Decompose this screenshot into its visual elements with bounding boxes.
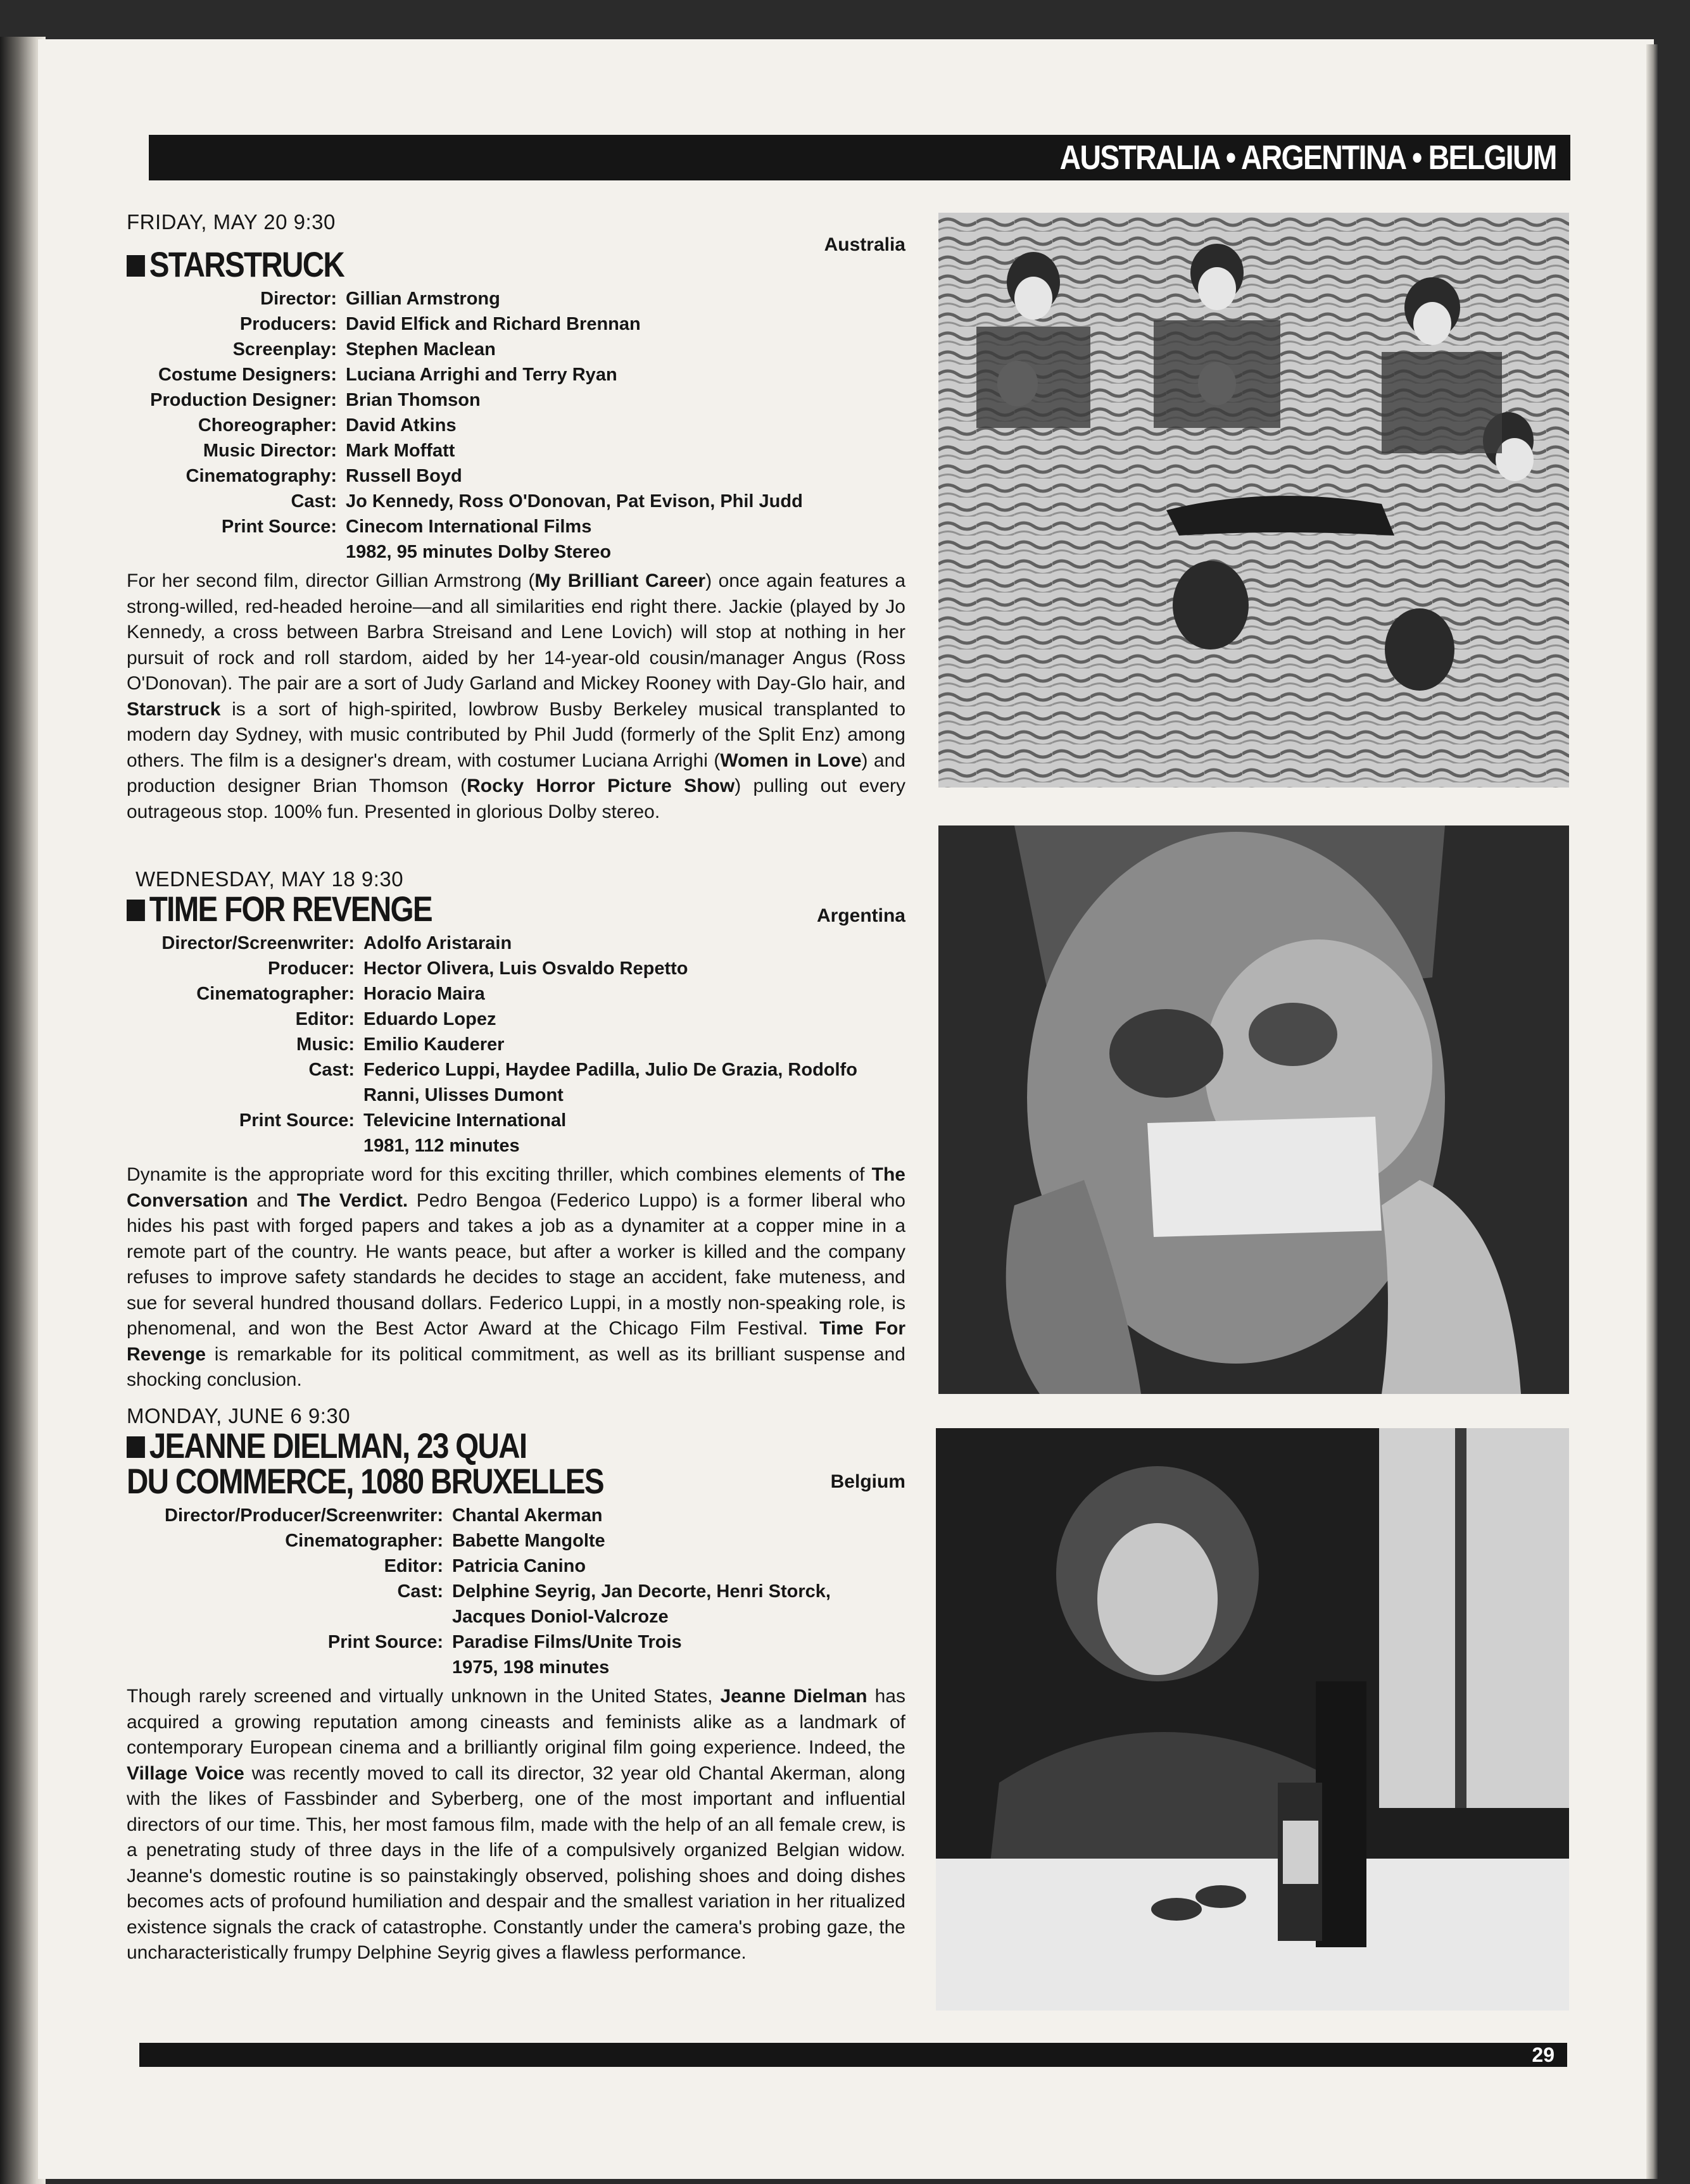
- credit-value: Babette Mangolte: [452, 1531, 605, 1551]
- credits-list: [127, 1503, 905, 1680]
- credit-value: 1981, 112 minutes: [363, 1136, 520, 1156]
- credit-row: [127, 1057, 905, 1108]
- description-text: is remarkable for its political commitment, as well as its brilliant suspense and shocking conclusion.: [127, 1343, 905, 1390]
- credit-row: [127, 337, 905, 362]
- credit-row: [127, 1133, 905, 1158]
- credits-list: [127, 286, 905, 565]
- credit-role: Print Source:: [327, 1632, 443, 1652]
- credit-role: Print Source:: [221, 517, 337, 537]
- country-label: Argentina: [816, 905, 905, 926]
- credit-role: [127, 1655, 452, 1680]
- description-text: ) and production designer Brian Thomson (: [127, 750, 905, 796]
- credit-value: Brian Thomson: [346, 390, 481, 410]
- credit-row: [127, 514, 905, 539]
- credit-row: [127, 1579, 905, 1629]
- bold-title-ref: Starstruck: [127, 698, 221, 720]
- credit-row: [127, 489, 905, 514]
- credit-row: [127, 1007, 905, 1032]
- bold-title-ref: The Verdict.: [296, 1189, 408, 1211]
- credit-row: [127, 362, 905, 387]
- credit-role: Screenplay:: [232, 339, 337, 360]
- credit-value: Mark Moffatt: [346, 441, 455, 461]
- credit-value: 1975, 198 minutes: [452, 1657, 610, 1678]
- credit-row: [127, 1655, 905, 1680]
- screening-date: MONDAY, JUNE 6 9:30: [127, 1404, 351, 1428]
- description-text: was recently moved to call its director, 32 year old Chantal Akerman, along with the likes of Fassbinder and Syberberg, one of the most important and influential directors of our time. This, her most famous film, made with the help of an all female crew, is a penetrating study of three days in the life of a compulsively organized Belgian widow. Jeanne's domestic routine is so painstakingly observed, polishing shoes and doing dishes becomes acts of profound humiliation and despair and the smallest variation in her ritualized existence signals the crack of catastrophe. Constantly under the camera's probing gaze, the uncharacteristically frumpy Delphine Seyrig gives a flawless performance.: [127, 1762, 905, 1963]
- credit-value: Federico Luppi, Haydee Padilla, Julio De Grazia, Rodolfo Ranni, Ulisses Dumont: [363, 1060, 857, 1105]
- credit-value: David Elfick and Richard Brennan: [346, 314, 641, 334]
- credit-row: [127, 438, 905, 463]
- credit-row: [127, 413, 905, 438]
- credit-value: Patricia Canino: [452, 1556, 586, 1576]
- credit-value: 1982, 95 minutes Dolby Stereo: [346, 542, 612, 562]
- footer-banner: [139, 2043, 1567, 2067]
- bold-title-ref: Jeanne Dielman: [720, 1686, 867, 1707]
- film-description: [127, 568, 905, 825]
- bold-title-ref: Rocky Horror Picture Show: [467, 775, 735, 796]
- bold-title-ref: Women in Love: [720, 750, 862, 771]
- credit-role: Print Source:: [239, 1110, 355, 1131]
- credit-row: [127, 387, 905, 413]
- description-text: Dynamite is the appropriate word for this exciting thriller, which combines elements of: [127, 1164, 872, 1185]
- film-title: JEANNE DIELMAN, 23 QUAI DU COMMERCE, 1080 BRUXELLES: [127, 1426, 603, 1501]
- credit-value: Paradise Films/Unite Trois: [452, 1632, 682, 1652]
- film-description: [127, 1684, 905, 1966]
- film-time-for-revenge: [127, 867, 905, 1393]
- credit-value: Cinecom International Films: [346, 517, 592, 537]
- credit-role: Director/Screenwriter:: [161, 933, 355, 953]
- film-jeanne-dielman: [127, 1404, 905, 1966]
- bullet-square-icon: [127, 900, 145, 921]
- description-text: and: [248, 1189, 297, 1211]
- bold-title-ref: My Brilliant Career: [534, 570, 706, 591]
- film-title: STARSTRUCK: [127, 247, 344, 282]
- credit-row: [127, 539, 905, 565]
- credit-value: Delphine Seyrig, Jan Decorte, Henri Storck, Jacques Doniol-Valcroze: [452, 1581, 831, 1627]
- header-banner: [149, 135, 1570, 180]
- bullet-square-icon: [127, 1436, 145, 1458]
- credit-value: Gillian Armstrong: [346, 289, 500, 309]
- credit-role: Cinematography:: [186, 466, 337, 486]
- credit-role: [127, 1133, 363, 1158]
- credit-row: [127, 1629, 905, 1655]
- credit-value: Adolfo Aristarain: [363, 933, 512, 953]
- credit-row: [127, 1528, 905, 1553]
- screening-date: WEDNESDAY, MAY 18 9:30: [136, 867, 404, 891]
- credit-value: Stephen Maclean: [346, 339, 496, 360]
- credit-role: Director:: [260, 289, 337, 309]
- credit-role: Producers:: [239, 314, 337, 334]
- jeanne-dielman-photo: [936, 1428, 1569, 2011]
- page-number: 29: [1532, 2043, 1554, 2066]
- credit-role: Cast:: [308, 1060, 355, 1080]
- description-text: ) once again features a strong-willed, red-headed heroine—and all similarities end right there. Jackie (played by Jo Kennedy, a cross between Barbra Streisand and Lene Lovich) will stop at nothing in her pursuit of rock and roll stardom, aided by her 14-year-old cousin/manager Angus (Ross O'Donovan). The pair are a sort of Judy Garland and Mickey Rooney with Day-Glo hair, and: [127, 570, 906, 694]
- credit-row: [127, 1032, 905, 1057]
- film-description: [127, 1162, 905, 1393]
- screening-date: FRIDAY, MAY 20 9:30: [127, 210, 336, 234]
- description-text: ) pulling out every outrageous stop. 100% fun. Presented in glorious Dolby stereo.: [127, 775, 905, 822]
- bold-title-ref: Village Voice: [127, 1762, 244, 1784]
- time-for-revenge-photo: [938, 825, 1569, 1394]
- credit-role: Choreographer:: [198, 415, 337, 436]
- bold-title-ref: The Conversation: [127, 1164, 905, 1211]
- credit-role: Music:: [296, 1034, 355, 1055]
- credits-list: [127, 931, 905, 1158]
- description-text: For her second film, director Gillian Armstrong (: [127, 570, 535, 591]
- credit-row: [127, 956, 905, 981]
- credit-value: Luciana Arrighi and Terry Ryan: [346, 365, 617, 385]
- credit-value: David Atkins: [346, 415, 457, 436]
- credit-role: Cast:: [291, 491, 337, 511]
- credit-role: Production Designer:: [150, 390, 337, 410]
- film-title: TIME FOR REVENGE: [127, 891, 432, 927]
- credit-row: [127, 1553, 905, 1579]
- header-countries: AUSTRALIA • ARGENTINA • BELGIUM: [1059, 139, 1556, 177]
- bullet-square-icon: [127, 255, 145, 277]
- country-label: Australia: [824, 234, 905, 255]
- credit-row: [127, 463, 905, 489]
- credit-role: Cinematographer:: [196, 984, 355, 1004]
- credit-role: Editor:: [384, 1556, 443, 1576]
- starstruck-swimmers-photo: [938, 213, 1569, 788]
- description-text: Though rarely screened and virtually unknown in the United States,: [127, 1686, 721, 1707]
- country-label: Belgium: [830, 1471, 905, 1492]
- description-text: is a sort of high-spirited, lowbrow Busby Berkeley musical transplanted to modern day Sydney, with music contributed by Phil Judd (formerly of the Split Enz) among others. The film is a designer's dream, with costumer Luciana Arrighi (: [127, 698, 905, 771]
- credit-role: [127, 539, 346, 565]
- credit-role: Producer:: [268, 958, 355, 979]
- credit-value: Hector Olivera, Luis Osvaldo Repetto: [363, 958, 688, 979]
- credit-row: [127, 931, 905, 956]
- credit-role: Music Director:: [203, 441, 337, 461]
- page-edge: [1646, 44, 1658, 2179]
- bold-title-ref: Time For Revenge: [127, 1318, 906, 1365]
- credit-value: Emilio Kauderer: [363, 1034, 505, 1055]
- credit-value: Russell Boyd: [346, 466, 462, 486]
- credit-row: [127, 981, 905, 1007]
- credit-role: Editor:: [295, 1009, 355, 1029]
- credit-row: [127, 311, 905, 337]
- credit-value: Jo Kennedy, Ross O'Donovan, Pat Evison, Phil Judd: [346, 491, 803, 511]
- credit-row: [127, 286, 905, 311]
- credit-role: Cast:: [397, 1581, 443, 1602]
- film-starstruck: [127, 210, 905, 825]
- credit-role: Director/Producer/Screenwriter:: [165, 1505, 443, 1526]
- credit-value: Horacio Maira: [363, 984, 485, 1004]
- credit-row: [127, 1108, 905, 1133]
- credit-role: Costume Designers:: [158, 365, 337, 385]
- credit-value: Eduardo Lopez: [363, 1009, 496, 1029]
- credit-row: [127, 1503, 905, 1528]
- credit-value: Chantal Akerman: [452, 1505, 603, 1526]
- credit-value: Televicine International: [363, 1110, 567, 1131]
- description-text: Pedro Bengoa (Federico Luppo) is a former liberal who hides his past with forged papers and takes a job as a dynamiter at a copper mine in a remote part of the country. He wants peace, but after a worker is killed and the company refuses to improve safety standards he decides to stage an accident, fake muteness, and sue for several hundred thousand dollars. Federico Luppi, in a mostly non-speaking role, is phenomenal, and won the Best Actor Award at the Chicago Film Festival.: [127, 1189, 905, 1339]
- description-text: has acquired a growing reputation among cineasts and feminists alike as a landmark of contemporary European cinema and a brilliantly original film going experience. Indeed, the: [127, 1686, 905, 1758]
- credit-role: Cinematographer:: [285, 1531, 443, 1551]
